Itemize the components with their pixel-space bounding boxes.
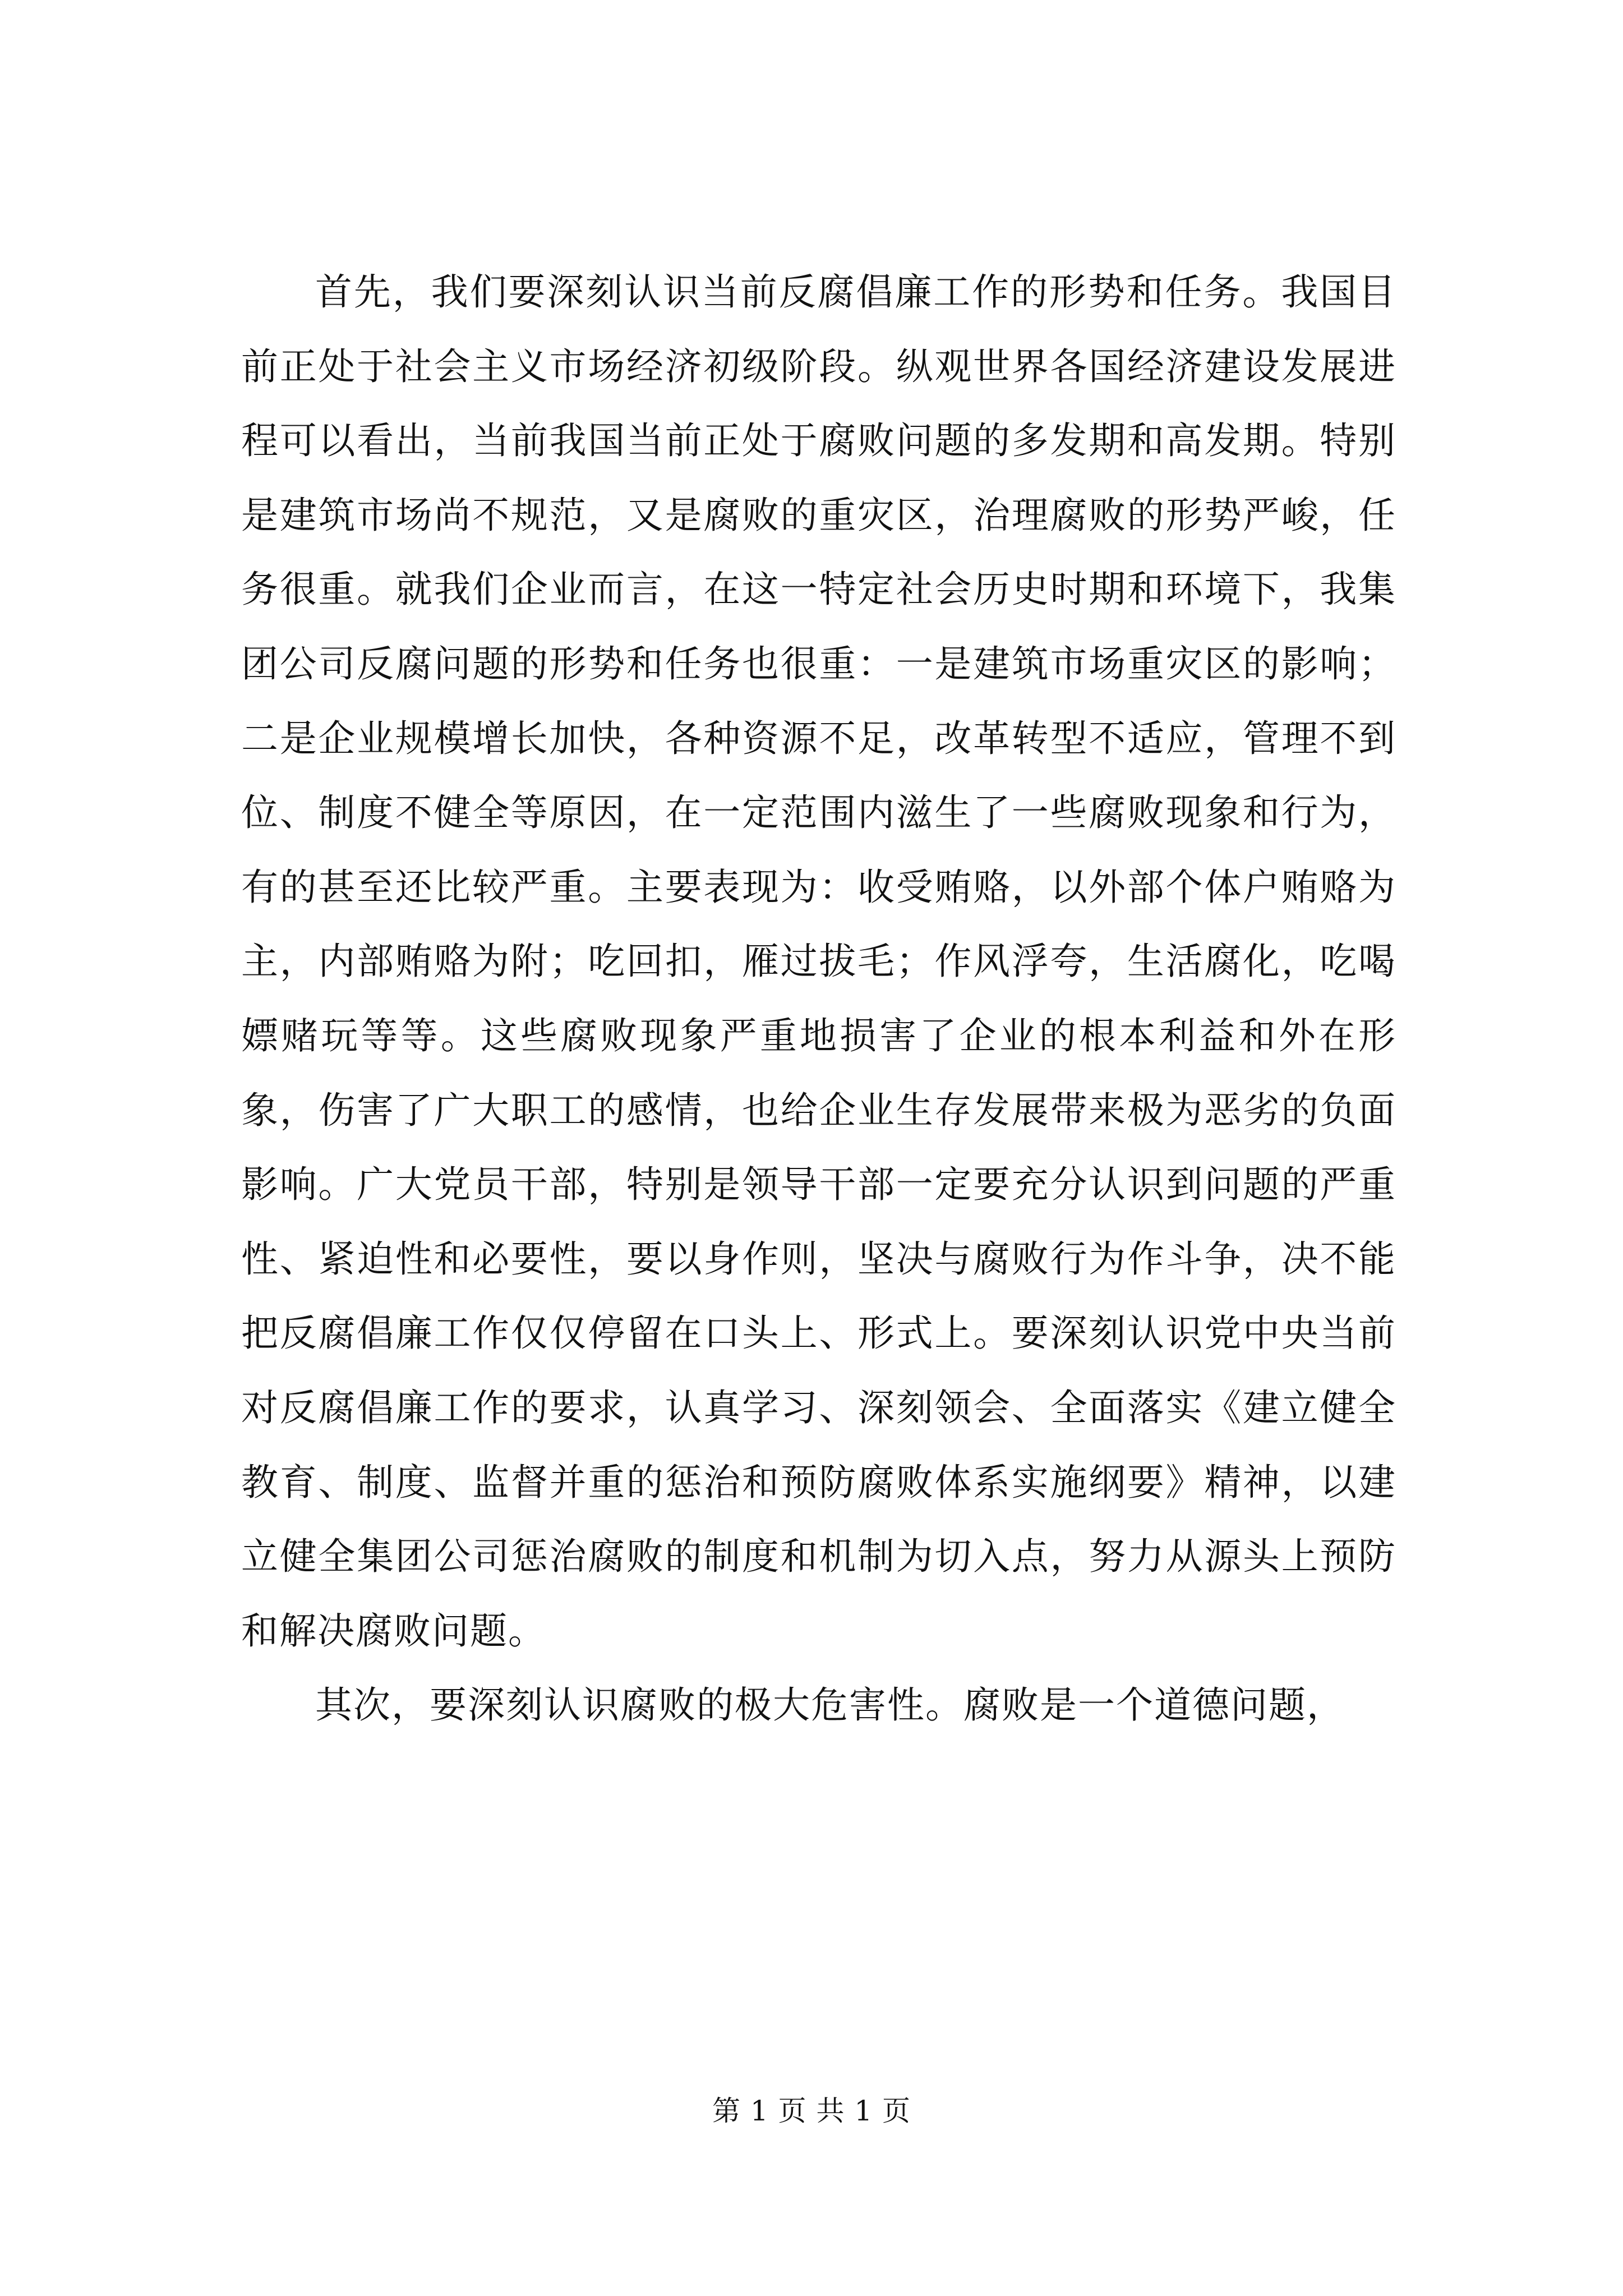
document-body: [241, 255, 1396, 1743]
paragraph-current-situation: 首先，我们要深刻认识当前反腐倡廉工作的形势和任务。我国目前正处于社会主义市场经济初级阶段。纵观世界各国经济建设发展进程可以看出，当前我国当前正处于腐败问题的多发期和高发期。特别是建筑市场尚不规范，又是腐败的重灾区，治理腐败的形势严峻，任务很重。就我们企业而言，在这一特定社会历史时期和环境下，我集团公司反腐问题的形势和任务也很重：一是建筑市场重灾区的影响；二是企业规模增长加快，各种资源不足，改革转型不适应，管理不到位、制度不健全等原因，在一定范围内滋生了一些腐败现象和行为，有的甚至还比较严重。主要表现为：收受贿赂，以外部个体户贿赂为主，内部贿赂为附；吃回扣，雁过拔毛；作风浮夸，生活腐化，吃喝嫖赌玩等等。这些腐败现象严重地损害了企业的根本利益和外在形象，伤害了广大职工的感情，也给企业生存发展带来极为恶劣的负面影响。广大党员干部，特别是领导干部一定要充分认识到问题的严重性、紧迫性和必要性，要以身作则，坚决与腐败行为作斗争，决不能把反腐倡廉工作仅仅停留在口头上、形式上。要深刻认识党中央当前对反腐倡廉工作的要求，认真学习、深刻领会、全面落实《建立健全教育、制度、监督并重的惩治和预防腐败体系实施纲要》精神，以建立健全集团公司惩治腐败的制度和机制为切入点，努力从源头上预防和解决腐败问题。: [241, 270, 1396, 1653]
paragraph-harm-of-corruption: 其次，要深刻认识腐败的极大危害性。腐败是一个道德问题，: [315, 1683, 1345, 1727]
page-footer: 第 1 页 共 1 页: [712, 2095, 911, 2127]
